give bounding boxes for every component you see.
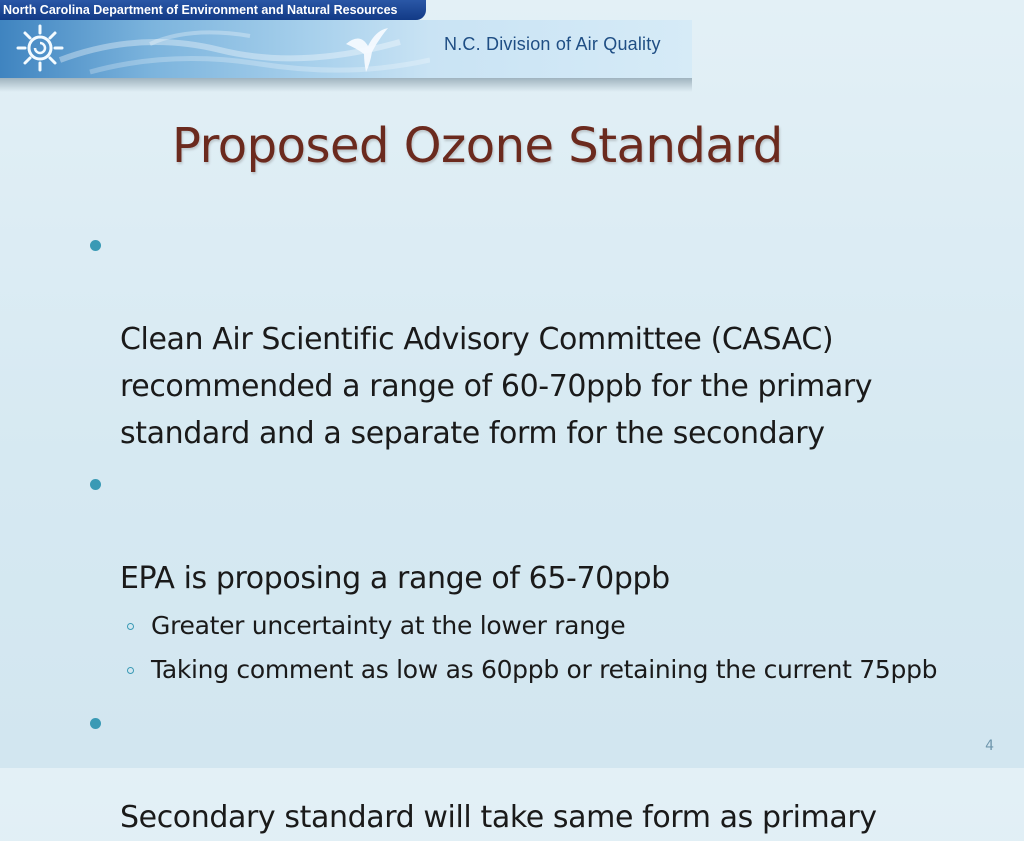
- slide-content: [86, 222, 966, 841]
- sub-bullet-text: Taking comment as low as 60ppb or retaining the current 75ppb: [151, 655, 938, 684]
- bullet-text: Clean Air Scientific Advisory Committee (CASAC) recommended a range of 60-70ppb for the primary standard and a separate form for the secondary: [120, 322, 873, 451]
- bullet-dot-icon: [90, 479, 101, 490]
- sub-bullet-ring-icon: [127, 623, 134, 630]
- banner-artwork: [0, 20, 430, 78]
- sub-bullet-item: [86, 606, 966, 646]
- sun-swirl-icon: [18, 26, 62, 70]
- sub-bullet-ring-icon: [127, 667, 134, 674]
- bullet-text: EPA is proposing a range of 65-70ppb: [120, 561, 670, 596]
- slide-title: Proposed Ozone Standard: [172, 118, 783, 174]
- org-name-bar: [0, 0, 426, 20]
- bullet-dot-icon: [90, 240, 101, 251]
- division-name: N.C. Division of Air Quality: [444, 34, 661, 54]
- bullet-item: [86, 700, 966, 841]
- page-number: 4: [985, 738, 994, 754]
- bullet-text: Secondary standard will take same form as primary: [120, 800, 877, 835]
- bullet-item: [86, 461, 966, 602]
- bullet-item: [86, 222, 966, 457]
- sub-bullet-text: Greater uncertainty at the lower range: [151, 611, 626, 640]
- banner-shadow: [0, 78, 692, 92]
- header-banner: [0, 20, 692, 78]
- bullet-dot-icon: [90, 718, 101, 729]
- sub-bullet-item: [86, 650, 966, 690]
- org-name: North Carolina Department of Environment and Natural Resources: [3, 3, 398, 17]
